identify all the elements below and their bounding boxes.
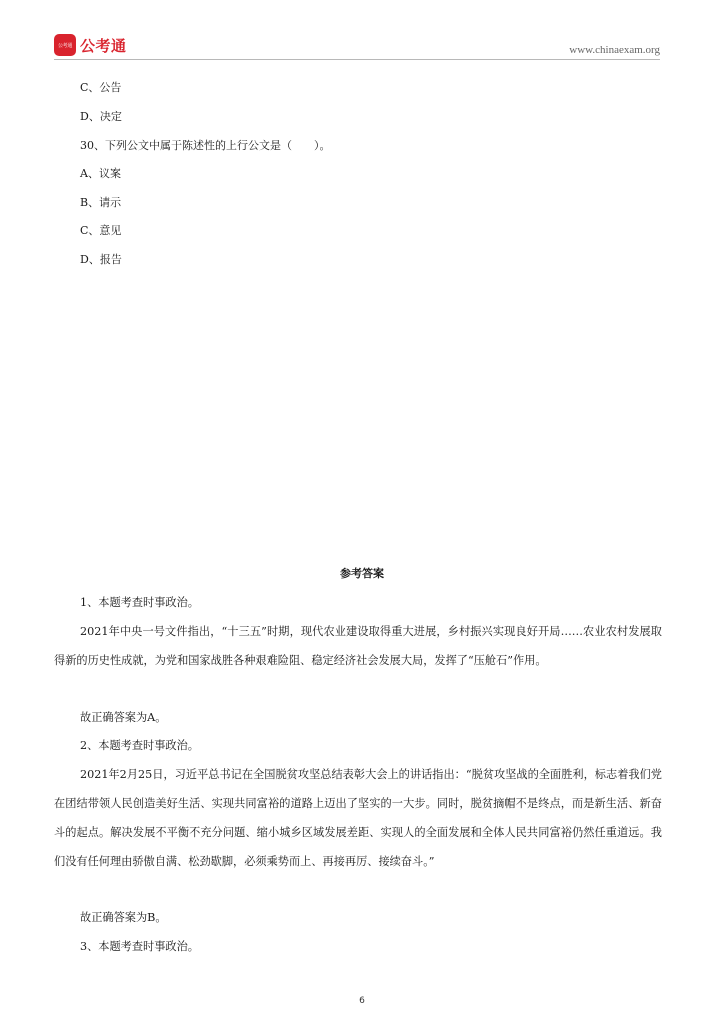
logo-text: 公考通 <box>80 36 127 55</box>
page-number: 6 <box>359 996 365 1006</box>
answer-1-heading: 1、本题考查时事政治。 <box>80 596 199 609</box>
header-divider <box>54 59 660 60</box>
question-30-option-c: C、意见 <box>80 224 122 237</box>
brand-logo[interactable] <box>54 34 127 56</box>
answer-1-body: 2021年中央一号文件指出，“十三五”时期，现代农业建设取得重大进展，乡村振兴实现良好开局……农业农村发展取得新的历史性成就，为党和国家战胜各种艰难险阻、稳定经济社会发展大局，发挥了“压舱石”作用。 <box>54 625 662 667</box>
option-c-prev: C、公告 <box>80 81 122 94</box>
logo-badge-icon: 公考通 <box>54 34 76 56</box>
question-30-stem: 30、下列公文中属于陈述性的上行公文是（ ）。 <box>80 139 331 152</box>
page-header <box>54 34 662 58</box>
option-d-prev: D、决定 <box>80 110 122 123</box>
question-30-option-a: A、议案 <box>80 167 121 180</box>
site-url[interactable]: www.chinaexam.org <box>569 44 660 56</box>
question-30-option-b: B、请示 <box>80 196 122 209</box>
answer-1-conclusion: 故正确答案为A。 <box>80 711 167 724</box>
question-30-option-d: D、报告 <box>80 253 122 266</box>
answer-2-heading: 2、本题考查时事政治。 <box>80 739 199 752</box>
answer-3-heading: 3、本题考查时事政治。 <box>80 940 199 953</box>
answers-title: 参考答案 <box>340 567 384 580</box>
answer-2-conclusion: 故正确答案为B。 <box>80 911 167 924</box>
answer-2-body: 2021年2月25日，习近平总书记在全国脱贫攻坚总结表彰大会上的讲话指出：“脱贫攻坚战的全面胜利，标志着我们党在团结带领人民创造美好生活、实现共同富裕的道路上迈出了坚实的一大步。同时，脱贫摘帽不是终点，而是新生活、新奋斗的起点。解决发展不平衡不充分问题、缩小城乡区域发展差距、实现人的全面发展和全体人民共同富裕仍然任重道远。我们没有任何理由骄傲自满、松劲歇脚，必须乘势而上、再接再厉、接续奋斗。” <box>54 768 662 868</box>
